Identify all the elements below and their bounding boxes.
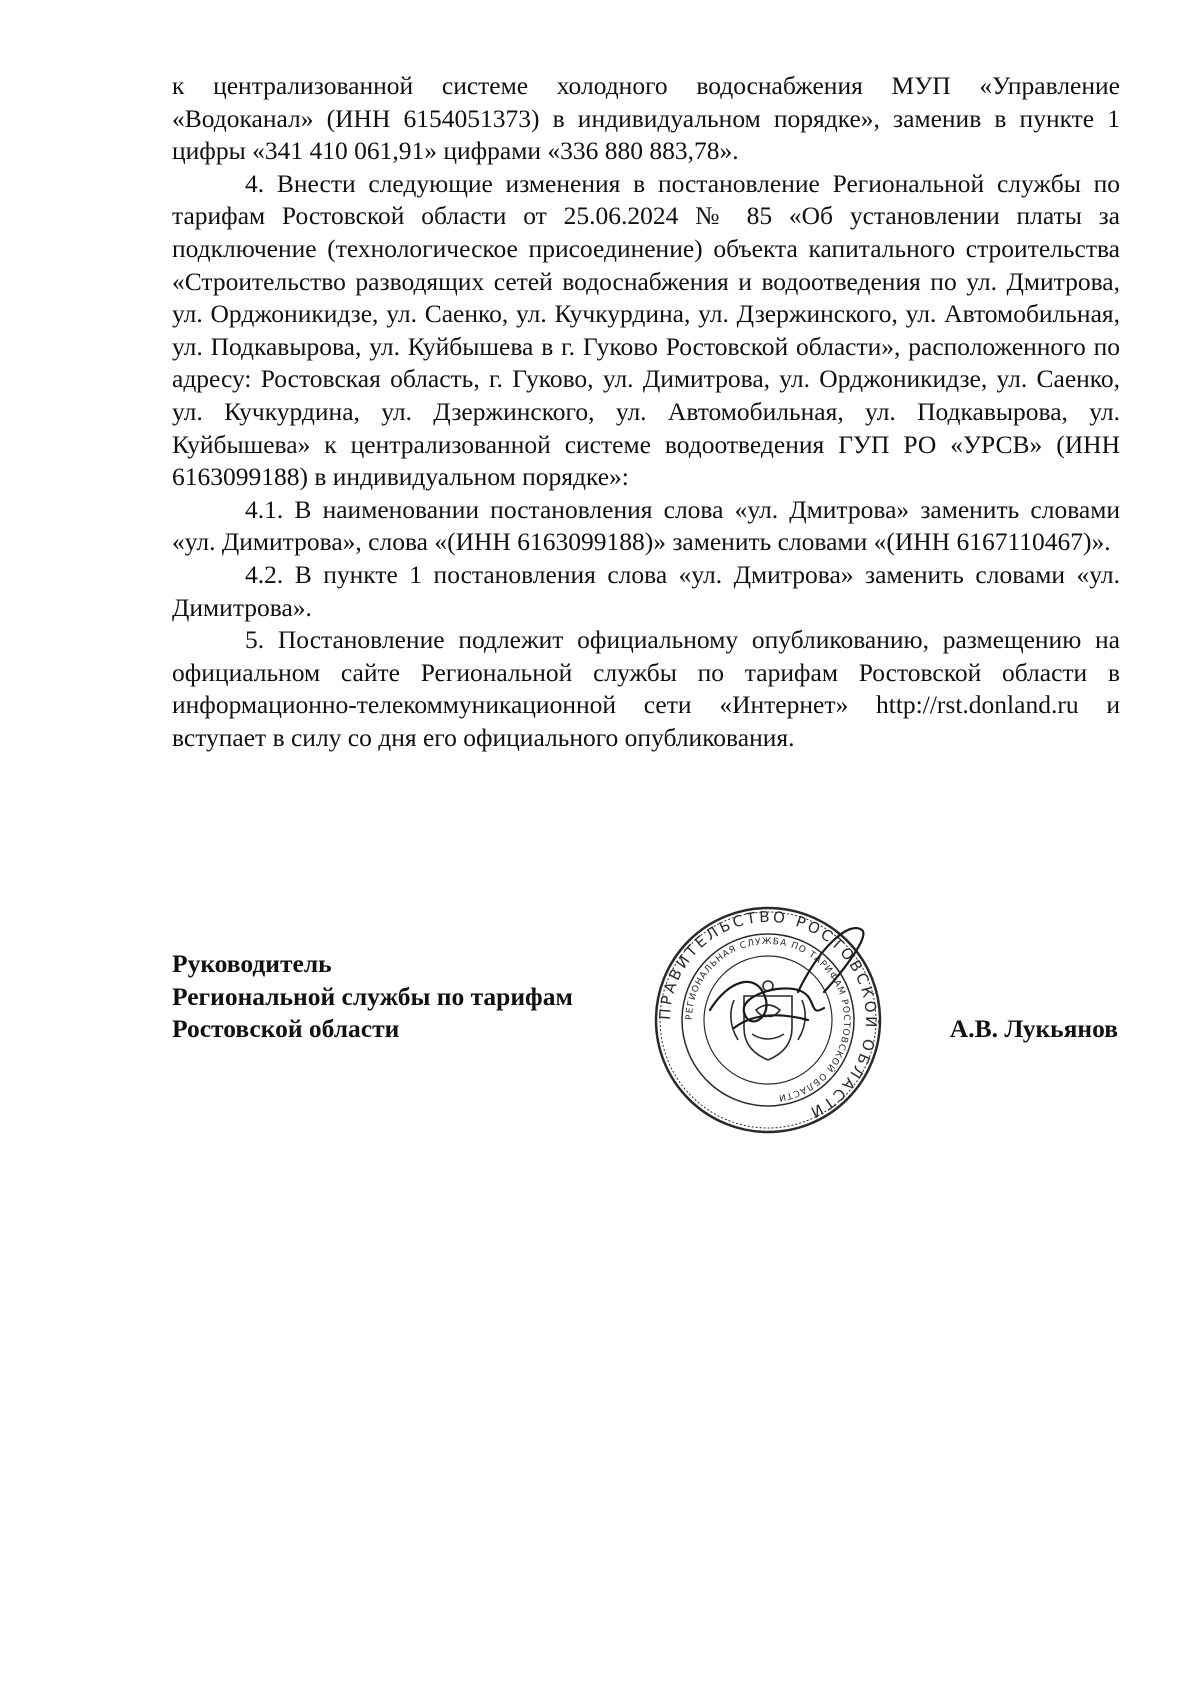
official-seal — [648, 900, 888, 1140]
paragraph-continuation: к централизованной системе холодного водоснабжения МУП «Управление «Водоканал» (ИНН 6154051373) в индивидуальном порядке», заменив в пункте 1 цифры «341 410 061,91» цифрами «336 880 883,78». — [172, 71, 1120, 166]
paragraph-item-4-2: 4.2. В пункте 1 постановления слова «ул. Дмитрова» заменить словами «ул. Димитрова». — [172, 559, 1120, 622]
signatory-position-line-1: Руководитель — [172, 949, 332, 978]
seal-inner-text: РЕГИОНАЛЬНАЯ СЛУЖБА ПО ТАРИФАМ РОСТОВСКОЙ ОБЛАСТИ — [684, 936, 852, 1103]
paragraph-item-4-1: 4.1. В наименовании постановления слова «ул. Дмитрова» заменить словами «ул. Димитрова», слова «(ИНН 6163099188)» заменить словами «(ИНН 6167110467)». — [172, 494, 1120, 557]
paragraph-item-5: 5. Постановление подлежит официальному опубликованию, размещению на официальном сайте Региональной службы по тарифам Ростовской области в информационно-телекоммуникационной сети «Интернет» http://rst.donland.ru и вступает в силу со дня его официального опубликования. — [172, 625, 1120, 752]
signatory-position-line-2: Региональной службы по тарифам — [172, 981, 573, 1011]
seal-outer-text: ПРАВИТЕЛЬСТВО РОСТОВСКОЙ ОБЛАСТИ — [655, 907, 881, 1123]
signatory-name: А.В. Лукьянов — [949, 1014, 1118, 1043]
seal-stamp-icon — [648, 900, 888, 1140]
signatory-position — [172, 948, 573, 1046]
paragraph-item-4: 4. Внести следующие изменения в постановление Региональной службы по тарифам Ростовской области от 25.06.2024 № 85 «Об установлении платы за подключение (технологическое присоединение) объекта капитального строительства «Строительство разводящих сетей водоснабжения и водоотведения по ул. Дмитрова, ул. Орджоникидзе, ул. Саенко, ул. Кучкурдина, ул. Дзержинского, ул. Автомобильная, ул. Подкавырова, ул. Куйбышева в г. Гуково Ростовской области», расположенного по адресу: Ростовская область, г. Гуково, ул. Димитрова, ул. Орджоникидзе, ул. Саенко, ул. Кучкурдина, ул. Дзержинского, ул. Автомобильная, ул. Подкавырова, ул. Куйбышева» к централизованной системе водоотведения ГУП РО «УРСВ» (ИНН 6163099188) в индивидуальном порядке»: — [172, 168, 1120, 492]
signatory-position-line-3: Ростовской области — [172, 1014, 400, 1044]
svg-text:РЕГИОНАЛЬНАЯ СЛУЖБА ПО ТАРИФАМ — [685, 937, 851, 1102]
document-body — [172, 70, 1120, 754]
